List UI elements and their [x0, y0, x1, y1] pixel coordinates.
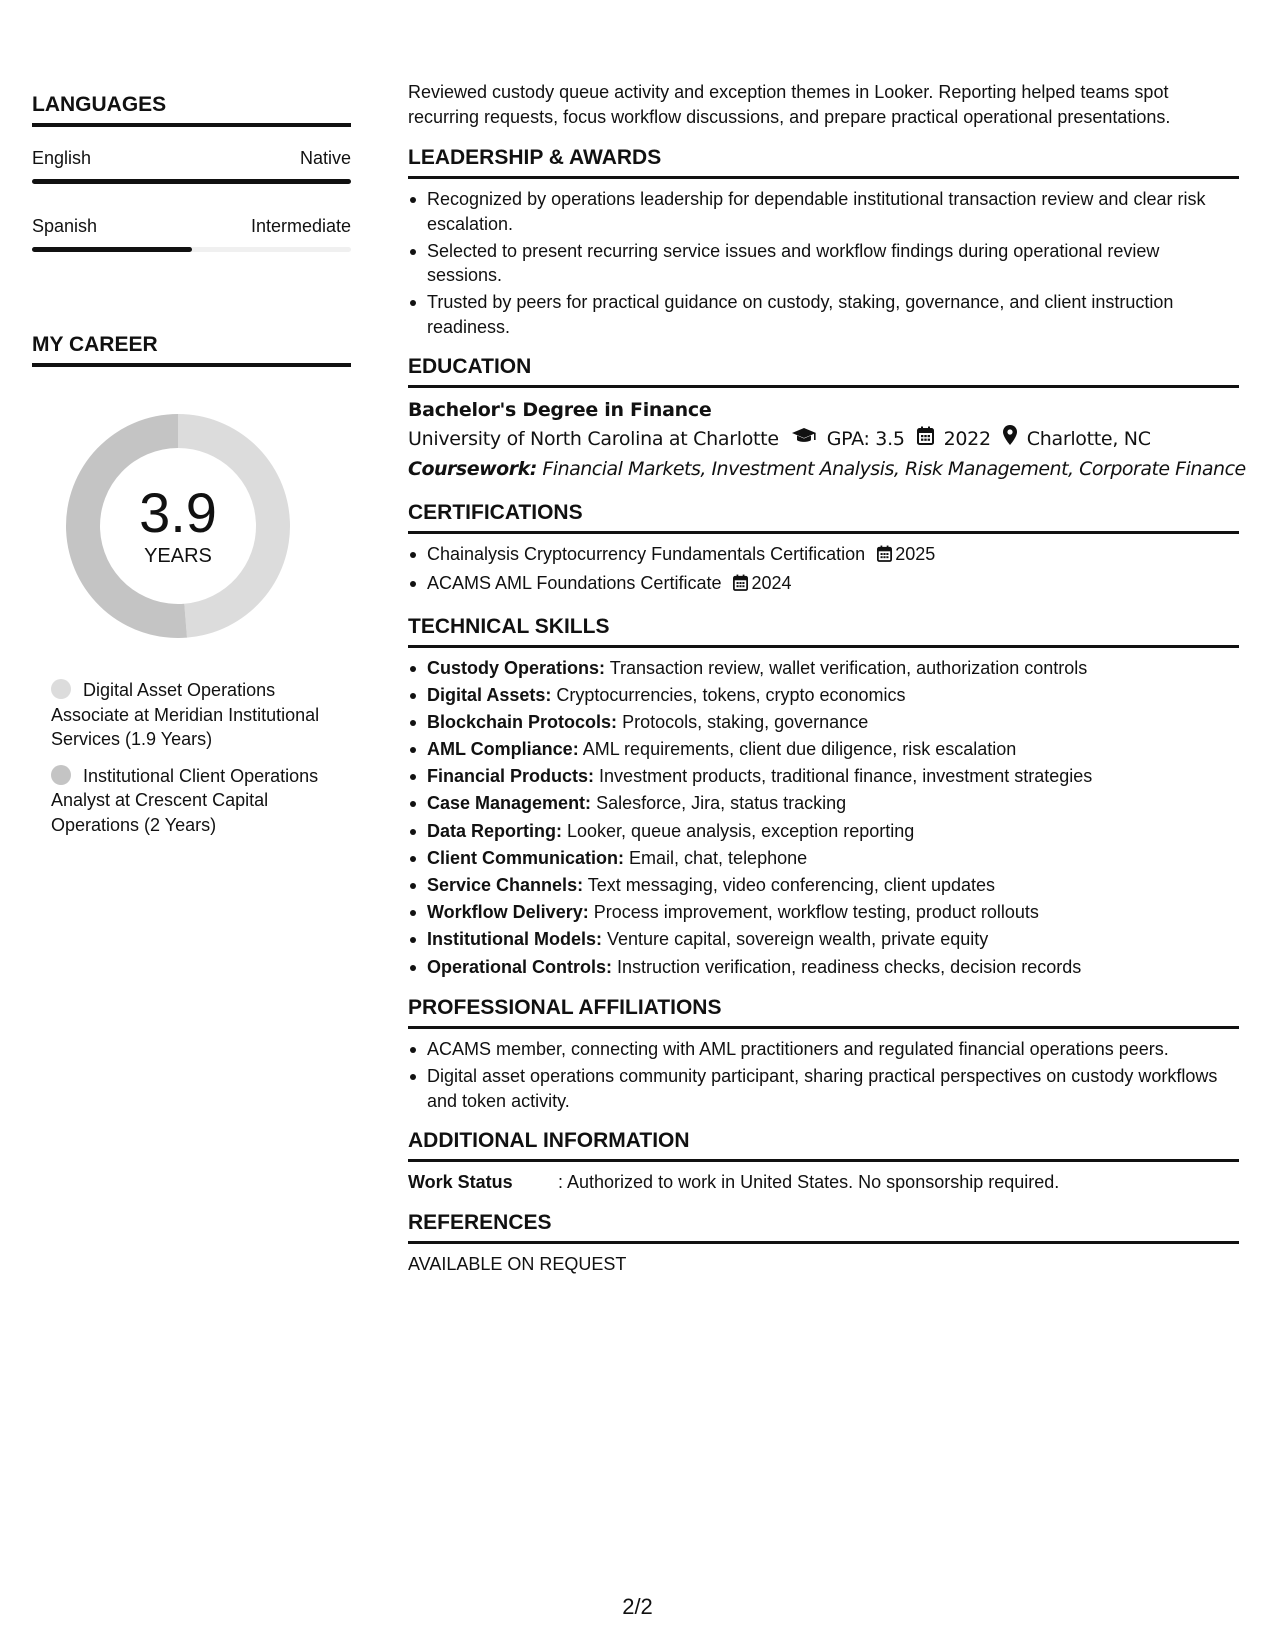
certification-item [408, 571, 1239, 598]
skill-label: Service Channels: [427, 875, 584, 895]
certification-item [408, 542, 1239, 569]
skill-item [408, 710, 1239, 735]
legend-dot [51, 679, 71, 699]
leadership-heading: LEADERSHIP & AWARDS [408, 146, 662, 169]
list-item: Selected to present recurring service issues and workflow findings during operational review sessions. [408, 239, 1239, 288]
list-item: ACAMS member, connecting with AML practitioners and regulated financial operations peers. [408, 1037, 1239, 1062]
language-proficiency-fill [32, 247, 192, 252]
certification-name: ACAMS AML Foundations Certificate [427, 573, 722, 593]
skill-label: Institutional Models: [427, 929, 602, 950]
coursework-list: Financial Markets, Investment Analysis, Risk Management, Corporate Finance [542, 458, 1246, 480]
main-content [408, 80, 1246, 1277]
skill-label: Workflow Delivery: [427, 902, 589, 923]
list-item: Recognized by operations leadership for dependable institutional transaction review and clear risk escalation. [408, 187, 1239, 236]
list-item: Digital asset operations community participant, sharing practical perspectives on custody workflows and token activity. [408, 1064, 1239, 1113]
affiliations-list [408, 1037, 1239, 1113]
language-item [32, 147, 351, 184]
certification-year: 2025 [895, 544, 936, 564]
language-proficiency-bar [32, 247, 351, 252]
skill-item [408, 900, 1239, 925]
languages-heading-rule [32, 123, 351, 127]
leadership-list [408, 187, 1239, 339]
skill-value: Investment products, traditional finance, investment strategies [599, 766, 1093, 787]
list-item: Trusted by peers for practical guidance on custody, staking, governance, and client instruction readiness. [408, 290, 1239, 339]
section-rule [408, 176, 1239, 179]
career-legend [51, 678, 341, 849]
career-total-unit: YEARS [144, 545, 212, 567]
skill-value: Process improvement, workflow testing, product rollouts [593, 902, 1039, 923]
coursework [408, 454, 1246, 484]
skill-label: Blockchain Protocols: [427, 711, 618, 732]
section-rule [408, 645, 1239, 648]
section-rule [408, 1159, 1239, 1162]
school-location: Charlotte, NC [1026, 428, 1151, 450]
affiliations-section [408, 995, 1239, 1113]
skill-item [408, 791, 1239, 816]
skills-section [408, 614, 1239, 980]
skill-value: Protocols, staking, governance [622, 711, 869, 732]
skill-item [408, 955, 1239, 980]
career-total-years: 3.9 [139, 481, 217, 544]
gpa: GPA: 3.5 [826, 428, 905, 450]
references-section [408, 1210, 1239, 1277]
skill-item [408, 737, 1239, 762]
page-number: 2/2 [622, 1594, 653, 1619]
legend-dot [51, 765, 71, 785]
skill-value: Looker, queue analysis, exception reporting [567, 820, 915, 841]
calendar-icon [877, 544, 892, 569]
additional-info-heading: ADDITIONAL INFORMATION [408, 1129, 690, 1153]
skill-item [408, 927, 1239, 952]
certifications-heading: CERTIFICATIONS [408, 501, 583, 524]
skill-label: Custody Operations: [427, 657, 606, 678]
skill-item [408, 683, 1239, 708]
language-proficiency-bar [32, 179, 351, 184]
languages-heading: LANGUAGES [32, 93, 167, 116]
references-heading: REFERENCES [408, 1211, 552, 1235]
career-section [32, 332, 351, 367]
skills-heading: TECHNICAL SKILLS [408, 614, 610, 638]
language-proficiency-fill [32, 179, 351, 184]
skill-item [408, 846, 1239, 871]
section-rule [408, 531, 1239, 534]
additional-info-section [408, 1128, 1239, 1194]
school-name: University of North Carolina at Charlotte [408, 428, 779, 450]
skill-label: Operational Controls: [427, 956, 613, 977]
intro-paragraph: Reviewed custody queue activity and exception themes in Looker. Reporting helped teams spot recurring requests, focus workflow discussions, and prepare practical operational presentations. [408, 82, 1171, 127]
work-status-value: : Authorized to work in United States. No sponsorship required. [558, 1172, 1060, 1193]
sidebar [32, 92, 351, 835]
calendar-icon [733, 573, 748, 598]
education-details [408, 424, 1239, 454]
work-status-label: Work Status [408, 1172, 513, 1193]
section-rule [408, 385, 1239, 388]
graduation-cap-icon [791, 424, 817, 454]
skill-item [408, 764, 1239, 789]
skill-label: AML Compliance: [427, 739, 579, 760]
degree-title: Bachelor's Degree in Finance [408, 399, 712, 421]
skill-value: Email, chat, telephone [629, 847, 808, 868]
skill-item [408, 819, 1239, 844]
career-legend-item [51, 764, 341, 838]
language-level: Native [299, 148, 351, 168]
certification-name: Chainalysis Cryptocurrency Fundamentals Certification [427, 544, 866, 564]
work-status-row [408, 1170, 1239, 1194]
career-legend-label: Digital Asset Operations Associate at Meridian Institutional Services (1.9 Years) [51, 680, 320, 749]
career-heading: MY CAREER [32, 333, 158, 356]
education-heading: EDUCATION [408, 355, 532, 378]
career-legend-item [51, 678, 341, 752]
leadership-section [408, 145, 1239, 339]
affiliations-heading: PROFESSIONAL AFFILIATIONS [408, 996, 722, 1020]
map-pin-icon [1003, 424, 1017, 454]
skill-item [408, 656, 1239, 681]
skill-value: Text messaging, video conferencing, client updates [587, 875, 996, 895]
career-legend-label: Institutional Client Operations Analyst at Crescent Capital Operations (2 Years) [51, 765, 319, 835]
skill-value: AML requirements, client due diligence, risk escalation [582, 739, 1017, 760]
skill-label: Client Communication: [427, 847, 624, 868]
skill-item [408, 873, 1239, 898]
language-level: Intermediate [250, 216, 351, 236]
skill-value: Salesforce, Jira, status tracking [596, 793, 847, 814]
language-name: English [32, 148, 92, 168]
graduation-year: 2022 [943, 428, 991, 450]
references-text: AVAILABLE ON REQUEST [408, 1254, 627, 1275]
certifications-list [408, 542, 1239, 598]
skill-value: Venture capital, sovereign wealth, private equity [607, 929, 989, 950]
skill-label: Case Management: [427, 793, 592, 814]
skill-value: Cryptocurrencies, tokens, crypto economics [556, 684, 906, 705]
skill-label: Financial Products: [427, 766, 595, 787]
career-heading-rule [32, 363, 351, 367]
calendar-icon [917, 424, 934, 454]
skill-value: Transaction review, wallet verification, authorization controls [609, 657, 1088, 678]
career-donut-chart [66, 414, 290, 638]
education-section [408, 354, 1246, 484]
skill-value: Instruction verification, readiness checks, decision records [617, 956, 1082, 977]
language-item [32, 215, 351, 252]
skills-list [408, 656, 1239, 980]
certifications-section [408, 500, 1239, 598]
coursework-label: Coursework: [408, 458, 537, 480]
skill-label: Digital Assets: [427, 684, 552, 705]
languages-section [32, 92, 351, 252]
section-rule [408, 1026, 1239, 1029]
certification-year: 2024 [751, 573, 792, 593]
section-rule [408, 1241, 1239, 1244]
language-name: Spanish [32, 216, 98, 236]
skill-label: Data Reporting: [427, 820, 562, 841]
